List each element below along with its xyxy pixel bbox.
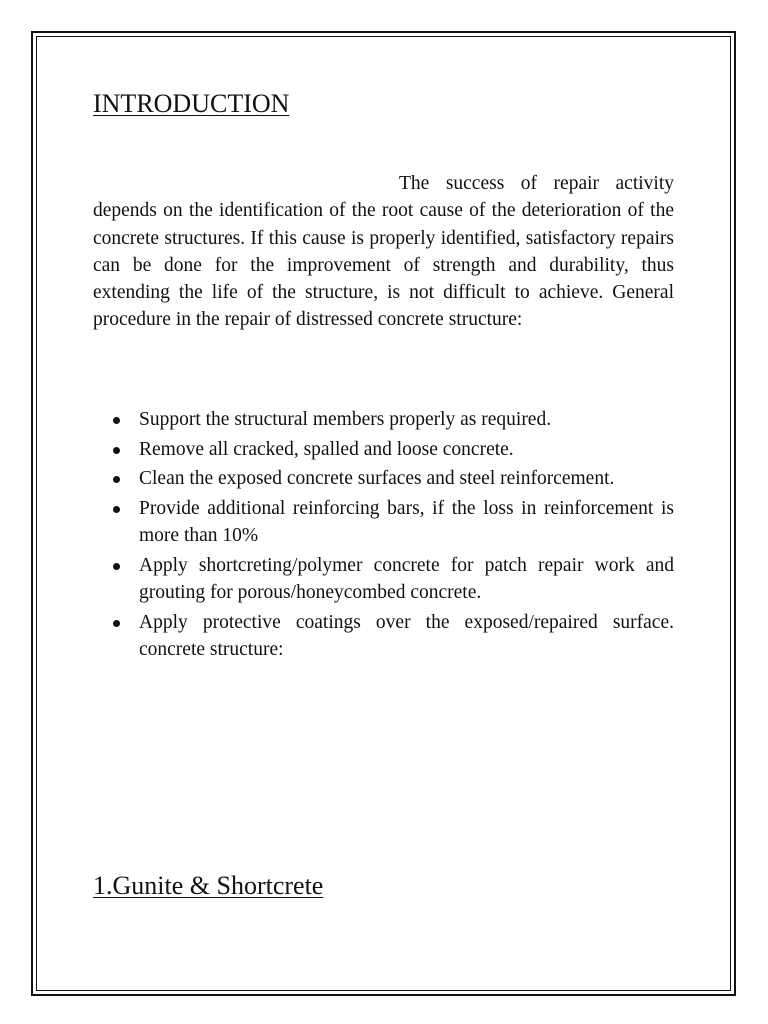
list-item — [113, 406, 674, 434]
list-item — [113, 609, 674, 664]
intro-heading: INTRODUCTION — [93, 89, 290, 118]
section-heading: 1.Gunite & Shortcrete — [93, 871, 324, 900]
bullet-icon — [113, 447, 120, 454]
procedure-list — [113, 406, 674, 666]
list-item-text: Provide additional reinforcing bars, if the loss in reinforcement is more than 10% — [139, 497, 674, 546]
bullet-icon — [113, 417, 120, 424]
list-item-text: Apply protective coatings over the exposed/repaired surface. concrete structure: — [139, 611, 674, 660]
bullet-icon — [113, 563, 120, 570]
intro-paragraph: The success of repair activity depends on the identification of the root cause of the deterioration of the concrete structures. If this cause is properly identified, satisfactory repairs can be done for the improvement of strength and durability, thus extending the life of the structure, is not difficult to achieve. General procedure in the repair of distressed concrete structure: — [93, 173, 674, 331]
list-item — [113, 552, 674, 607]
list-item-text: Clean the exposed concrete surfaces and steel reinforcement. — [139, 468, 615, 489]
list-item — [113, 436, 674, 464]
list-item — [113, 465, 674, 493]
bullet-icon — [113, 476, 120, 483]
list-item — [113, 495, 674, 550]
bullet-icon — [113, 620, 120, 627]
list-item-text: Apply shortcreting/polymer concrete for patch repair work and grouting for porous/honeycombed concrete. — [139, 554, 674, 603]
bullet-icon — [113, 506, 120, 513]
list-item-text: Remove all cracked, spalled and loose concrete. — [139, 438, 514, 460]
list-item-text: Support the structural members properly as required. — [139, 409, 552, 430]
